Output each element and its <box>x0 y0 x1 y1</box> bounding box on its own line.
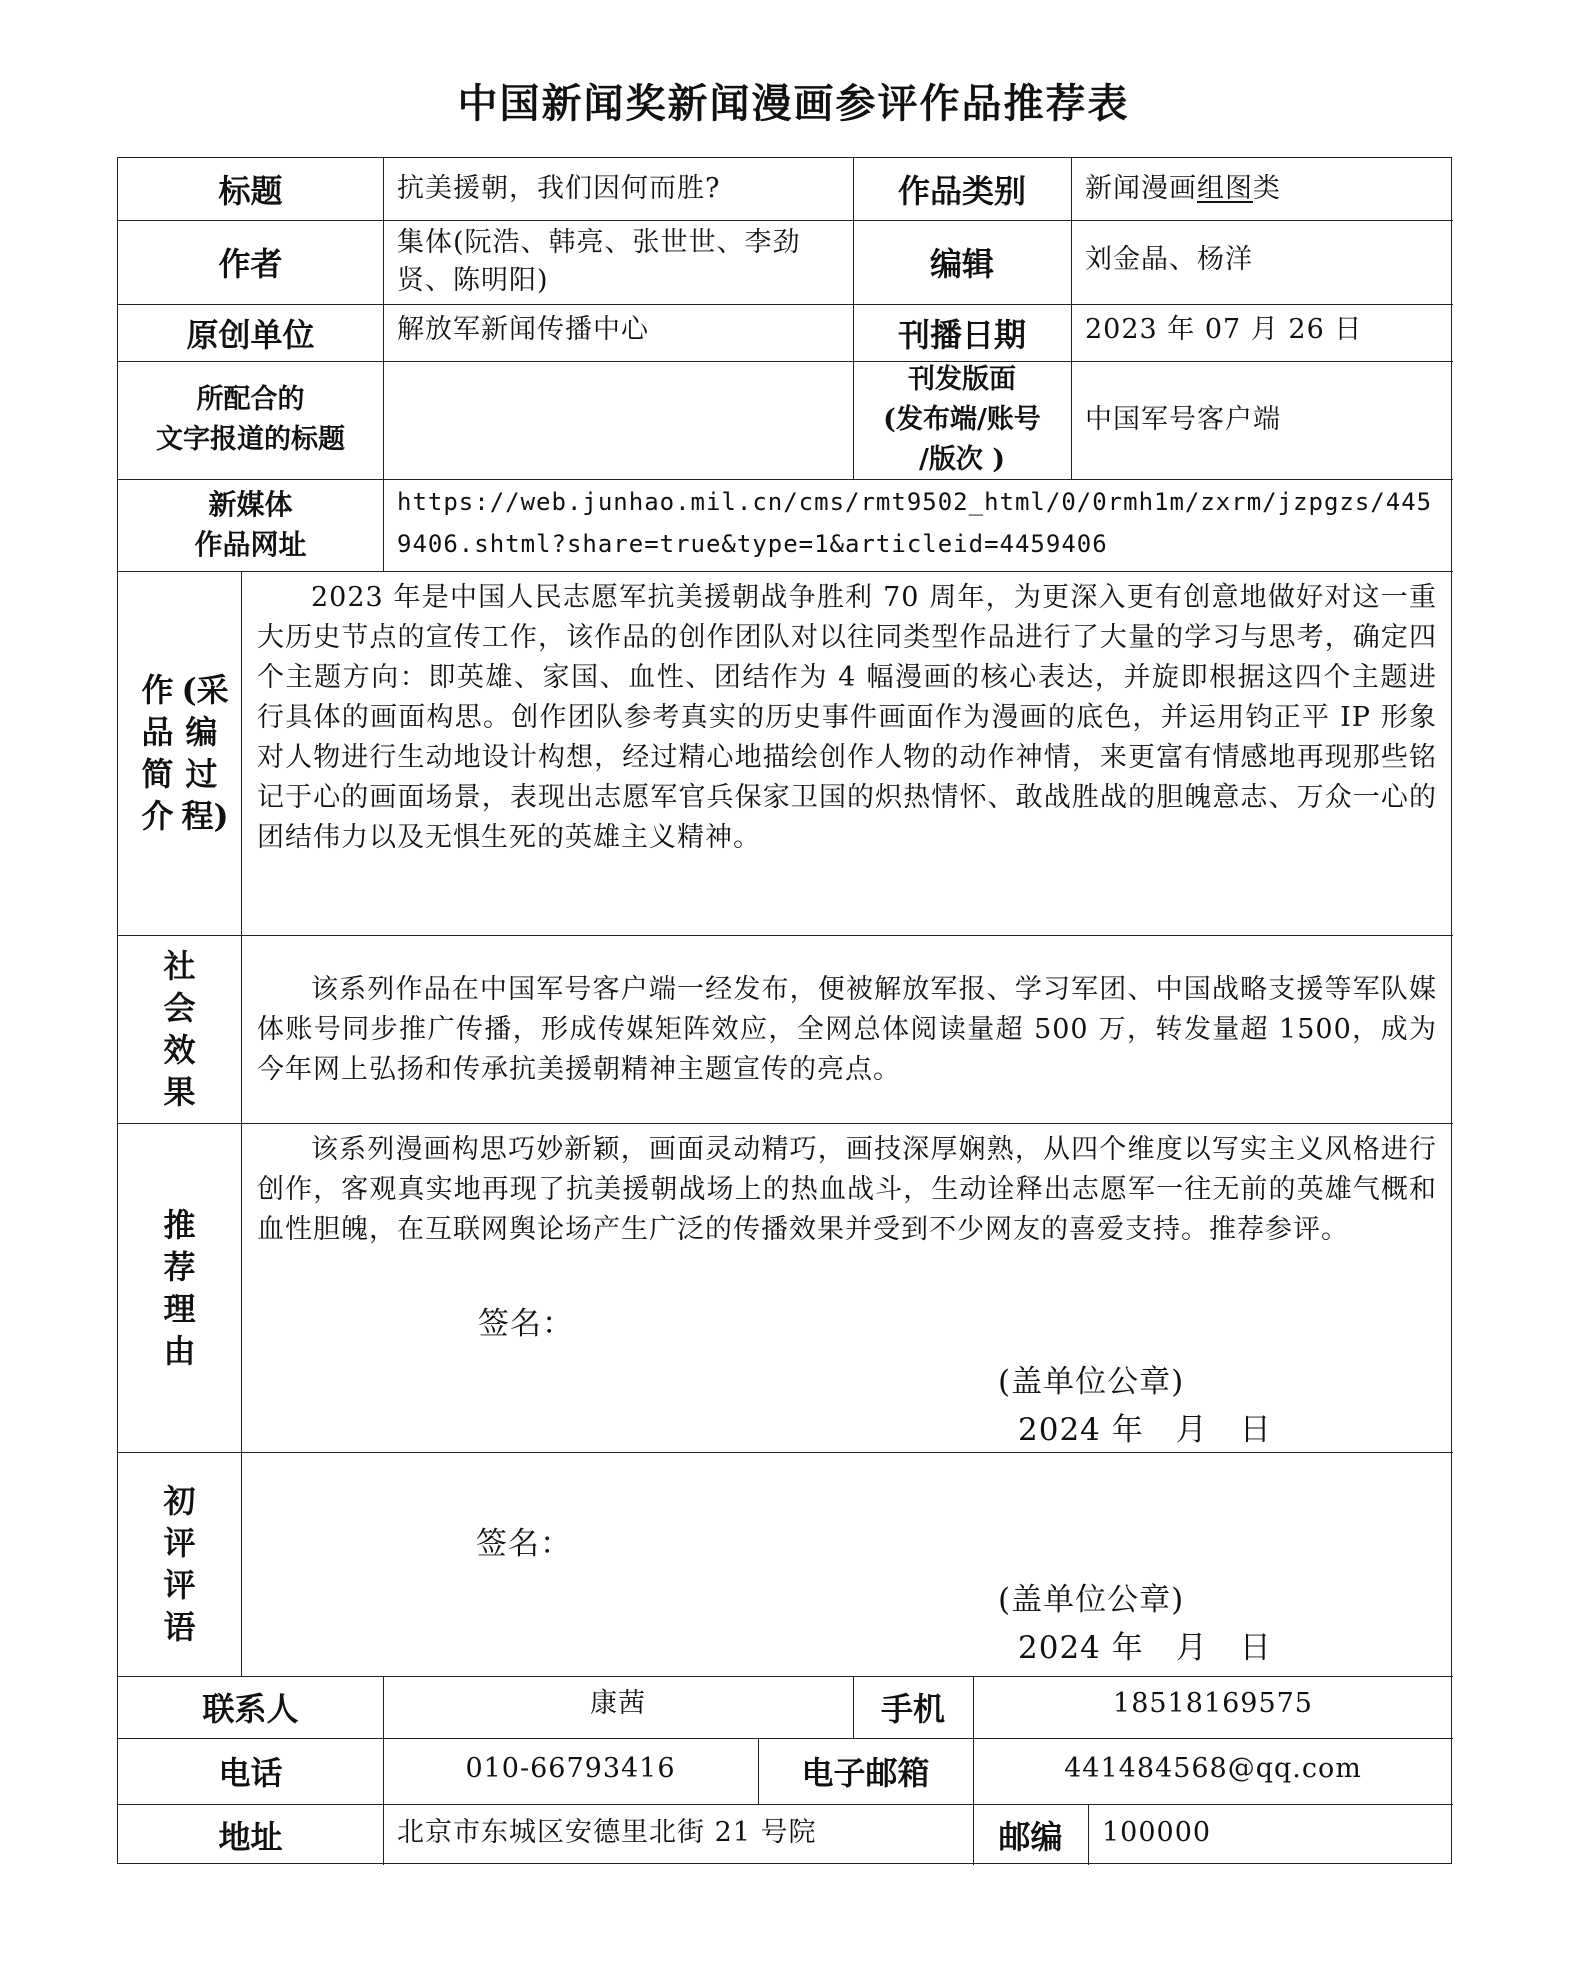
edition-label-line3: /版次 ) <box>918 444 1006 475</box>
intro-label-sub: (采编过程) <box>181 671 229 835</box>
effect-label <box>118 935 241 1123</box>
edition-label-line2: (发布端/账号 <box>883 404 1041 435</box>
effect-body <box>241 970 1453 1120</box>
url-label-line2: 作品网址 <box>194 528 307 561</box>
reason-date: 2024 年 月 日 <box>1018 1412 1272 1448</box>
category-label: 作品类别 <box>897 172 1026 210</box>
publish-date-label: 刊播日期 <box>897 315 1026 354</box>
postcode-label: 邮编 <box>998 1817 1063 1856</box>
mobile-value: 18518169575 <box>1113 1688 1313 1719</box>
reason-body <box>241 1130 1453 1300</box>
reason-text: 该系列漫画构思巧妙新颖，画面灵动精巧，画技深厚娴熟，从四个维度以写实主义风格进行创作，客观真实地再现了抗美援朝战场上的热血战斗，生动诠释出志愿军一往无前的英雄气概和血性胆魄，在互联网舆论场产生广泛的传播效果并受到不少网友的喜爱支持。推荐参评。 <box>257 1134 1437 1245</box>
intro-text: 2023 年是中国人民志愿军抗美援朝战争胜利 70 周年，为更深入更有创意地做好对这一重大历史节点的宣传工作，该作品的创作团队对以往同类型作品进行了大量的学习与思考，确定四个主题方向：即英雄、家国、血性、团结作为 4 幅漫画的核心表达，并旋即根据这四个主题进行具体的画面构思。创作团队参考真实的历史事件画面作为漫画的底色，并运用钧正平 IP 形象对人物进行生动地设计构想，经过精心地描绘创作人物的动作神情，来更富有情感地再现那些铭记于心的画面场景，表现出志愿军官兵保家卫国的炽热情怀、敢战胜战的胆魄意志、万众一心的团结伟力以及无惧生死的英雄主义精神。 <box>257 582 1437 853</box>
page-title: 中国新闻奖新闻漫画参评作品推荐表 <box>457 80 1130 127</box>
phone-value: 010-66793416 <box>465 1753 676 1784</box>
category-suffix: 类 <box>1253 173 1281 204</box>
editor-value: 刘金晶、杨洋 <box>1085 244 1253 275</box>
intro-label-main: 作品简介 <box>141 671 174 835</box>
address-label: 地址 <box>218 1817 283 1856</box>
publish-date-value: 2023 年 07 月 26 日 <box>1085 314 1363 345</box>
effect-label-text: 社会效果 <box>163 947 196 1111</box>
related-title-label <box>118 361 383 479</box>
row-divider <box>118 1123 1453 1124</box>
contact-person-label: 联系人 <box>202 1690 299 1728</box>
author-label: 作者 <box>218 245 283 283</box>
edition-label <box>853 361 1071 479</box>
related-title-value <box>383 361 853 479</box>
unit-value: 解放军新闻传播中心 <box>397 314 649 345</box>
review-label <box>118 1452 241 1676</box>
review-seal: (盖单位公章) <box>998 1582 1185 1618</box>
contact-person-value: 康茜 <box>590 1688 646 1719</box>
headline-label: 标题 <box>218 172 283 210</box>
address-value: 北京市东城区安德里北街 21 号院 <box>397 1817 817 1848</box>
intro-label <box>118 571 241 935</box>
category-value <box>1071 158 1453 220</box>
reason-signature: 签名： <box>478 1306 574 1342</box>
headline-value: 抗美援朝，我们因何而胜? <box>397 173 721 204</box>
recommendation-form-table <box>117 157 1452 1864</box>
email-label: 电子邮箱 <box>801 1754 930 1792</box>
reason-label <box>118 1123 241 1452</box>
category-underlined-text: 组图 <box>1197 173 1253 204</box>
url-label-line1: 新媒体 <box>208 488 293 521</box>
row-divider <box>118 1452 1453 1453</box>
mobile-label: 手机 <box>880 1690 945 1728</box>
review-date: 2024 年 月 日 <box>1018 1630 1272 1666</box>
related-title-label-line2: 文字报道的标题 <box>156 424 345 455</box>
review-signature: 签名： <box>476 1526 572 1562</box>
reason-seal: (盖单位公章) <box>998 1364 1185 1400</box>
edition-value: 中国军号客户端 <box>1085 404 1281 435</box>
intro-body <box>241 578 1453 935</box>
phone-label: 电话 <box>218 1754 283 1792</box>
row-divider <box>118 571 1453 572</box>
row-divider <box>118 935 1453 936</box>
reason-label-text: 推荐理由 <box>163 1205 196 1370</box>
work-url-link[interactable]: https://web.junhao.mil.cn/cms/rmt9502_html/0/0rmh1m/zxrm/jzpgzs/4459406.shtml?share=true&type=1&articleid=4459406 <box>397 488 1433 558</box>
effect-text: 该系列作品在中国军号客户端一经发布，便被解放军报、学习军团、中国战略支援等军队媒体账号同步推广传播，形成传媒矩阵效应，全网总体阅读量超 500 万，转发量超 1500，成为今年网上弘扬和传承抗美援朝精神主题宣传的亮点。 <box>257 974 1437 1085</box>
unit-label: 原创单位 <box>186 315 315 354</box>
review-label-text: 初评评语 <box>163 1482 196 1646</box>
category-text: 新闻漫画 <box>1085 173 1197 204</box>
edition-label-line1: 刊发版面 <box>908 364 1016 395</box>
postcode-value: 100000 <box>1102 1817 1212 1848</box>
url-label <box>118 479 383 571</box>
editor-label: 编辑 <box>929 245 994 283</box>
author-value: 集体(阮浩、韩亮、张世世、李劲贤、陈明阳) <box>397 227 801 296</box>
related-title-label-line1: 所配合的 <box>196 384 305 415</box>
email-value: 441484568@qq.com <box>1064 1753 1362 1784</box>
